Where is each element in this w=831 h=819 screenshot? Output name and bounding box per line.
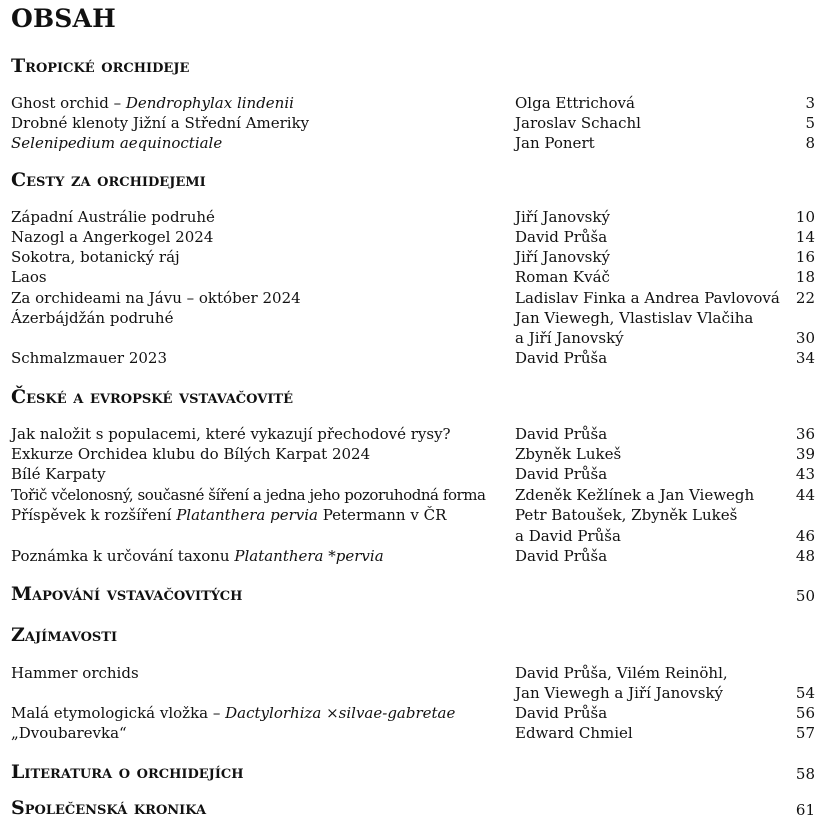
- entry-page: 14: [795, 228, 815, 246]
- section-page: 50: [795, 587, 815, 605]
- toc-entry: [11, 425, 815, 445]
- entry-title: Laos: [11, 268, 47, 286]
- entry-page: 48: [795, 547, 815, 565]
- entry-title: Sokotra, botanický ráj: [11, 248, 180, 266]
- toc-entry: [11, 268, 815, 288]
- entry-title: Příspěvek k rozšíření Platanthera pervia Petermann v ČR: [11, 506, 447, 524]
- entry-page: 16: [795, 248, 815, 266]
- entry-author: David Průša: [515, 349, 608, 367]
- entry-author-continued: Jan Viewegh a Jiří Janovský: [515, 684, 724, 702]
- entry-title: Ázerbájdžán podruhé: [11, 309, 174, 327]
- entry-page: 43: [795, 465, 815, 483]
- section-heading: Společenská kronika: [11, 797, 207, 819]
- section-page: 58: [795, 765, 815, 783]
- entry-title: Bílé Karpaty: [11, 465, 106, 483]
- toc-entry: [11, 445, 815, 465]
- section-heading: Tropické orchideje: [11, 55, 190, 77]
- entry-author: Roman Kváč: [515, 268, 610, 286]
- toc-entry-continuation: [11, 527, 815, 547]
- entry-page: 3: [805, 94, 815, 112]
- entry-title: „Dvoubarevka“: [11, 724, 127, 742]
- toc-entry: [11, 349, 815, 369]
- entry-author: Jiří Janovský: [515, 248, 610, 266]
- entry-author: Jaroslav Schachl: [515, 114, 641, 132]
- entry-author: David Průša: [515, 547, 608, 565]
- toc-entry-continuation: [11, 329, 815, 349]
- toc-entry: [11, 664, 815, 684]
- entry-page: 30: [795, 329, 815, 347]
- toc-entry: [11, 506, 815, 526]
- toc-entry: [11, 486, 815, 506]
- entry-author-continued: a David Průša: [515, 527, 621, 545]
- entry-author: Zbyněk Lukeš: [515, 445, 622, 463]
- page-title: OBSAH: [11, 4, 116, 33]
- entry-page: 5: [805, 114, 815, 132]
- entry-title: Za orchideami na Jávu – október 2024: [11, 289, 301, 307]
- entry-author-continued: a Jiří Janovský: [515, 329, 624, 347]
- section-heading: Cesty za orchidejemi: [11, 169, 206, 191]
- entry-author: Ladislav Finka a Andrea Pavlovová: [515, 289, 780, 307]
- section-page: 61: [795, 801, 815, 819]
- entry-title: Malá etymologická vložka – Dactylorhiza ×silvae-gabretae: [11, 704, 456, 722]
- entry-title: Jak naložit s populacemi, které vykazují přechodové rysy?: [11, 425, 451, 443]
- entry-author: Olga Ettrichová: [515, 94, 635, 112]
- toc-entry: [11, 228, 815, 248]
- section-heading: Mapování vstavačovitých: [11, 583, 243, 605]
- toc-entry-continuation: [11, 684, 815, 704]
- toc-entry: [11, 724, 815, 744]
- toc-entry: [11, 465, 815, 485]
- section-heading: České a evropské vstavačovité: [11, 386, 293, 408]
- entry-title: Západní Austrálie podruhé: [11, 208, 215, 226]
- entry-author: Jan Ponert: [515, 134, 595, 152]
- entry-page: 39: [795, 445, 815, 463]
- entry-author: David Průša: [515, 425, 608, 443]
- entry-author: Edward Chmiel: [515, 724, 633, 742]
- entry-title: Poznámka k určování taxonu Platanthera *pervia: [11, 547, 384, 565]
- toc-entry: [11, 208, 815, 228]
- entry-page: 18: [795, 268, 815, 286]
- entry-title: Hammer orchids: [11, 664, 139, 682]
- toc-entry: [11, 547, 815, 567]
- entry-page: 34: [795, 349, 815, 367]
- entry-title: Ghost orchid – Dendrophylax lindenii: [11, 94, 294, 112]
- entry-page: 22: [795, 289, 815, 307]
- entry-page: 44: [795, 486, 815, 504]
- toc-entry: [11, 289, 815, 309]
- entry-author: Zdeněk Kežlínek a Jan Viewegh: [515, 486, 755, 504]
- entry-title: Drobné klenoty Jižní a Střední Ameriky: [11, 114, 310, 132]
- toc-entry: [11, 94, 815, 114]
- entry-title: Nazogl a Angerkogel 2024: [11, 228, 214, 246]
- entry-title: Tořič včelonosný, současné šíření a jedna jeho pozoruhodná forma: [11, 486, 486, 504]
- toc-entry: [11, 248, 815, 268]
- toc-entry: [11, 114, 815, 134]
- entry-page: 8: [805, 134, 815, 152]
- entry-page: 36: [795, 425, 815, 443]
- entry-title: Schmalzmauer 2023: [11, 349, 168, 367]
- entry-author: David Průša: [515, 704, 608, 722]
- entry-page: 54: [795, 684, 815, 702]
- entry-page: 10: [795, 208, 815, 226]
- section-heading: Literatura o orchidejích: [11, 761, 244, 783]
- entry-page: 57: [795, 724, 815, 742]
- entry-page: 46: [795, 527, 815, 545]
- entry-author: Petr Batoušek, Zbyněk Lukeš: [515, 506, 738, 524]
- entry-author: Jan Viewegh, Vlastislav Vlačiha: [515, 309, 754, 327]
- entry-author: Jiří Janovský: [515, 208, 610, 226]
- section-heading: Zajímavosti: [11, 624, 118, 646]
- entry-author: David Průša: [515, 465, 608, 483]
- entry-title: Exkurze Orchidea klubu do Bílých Karpat 2024: [11, 445, 371, 463]
- entry-page: 56: [795, 704, 815, 722]
- entry-author: David Průša, Vilém Reinöhl,: [515, 664, 728, 682]
- entry-title: Selenipedium aequinoctiale: [11, 134, 223, 152]
- toc-entry: [11, 704, 815, 724]
- toc-entry: [11, 309, 815, 329]
- entry-author: David Průša: [515, 228, 608, 246]
- toc-entry: [11, 134, 815, 154]
